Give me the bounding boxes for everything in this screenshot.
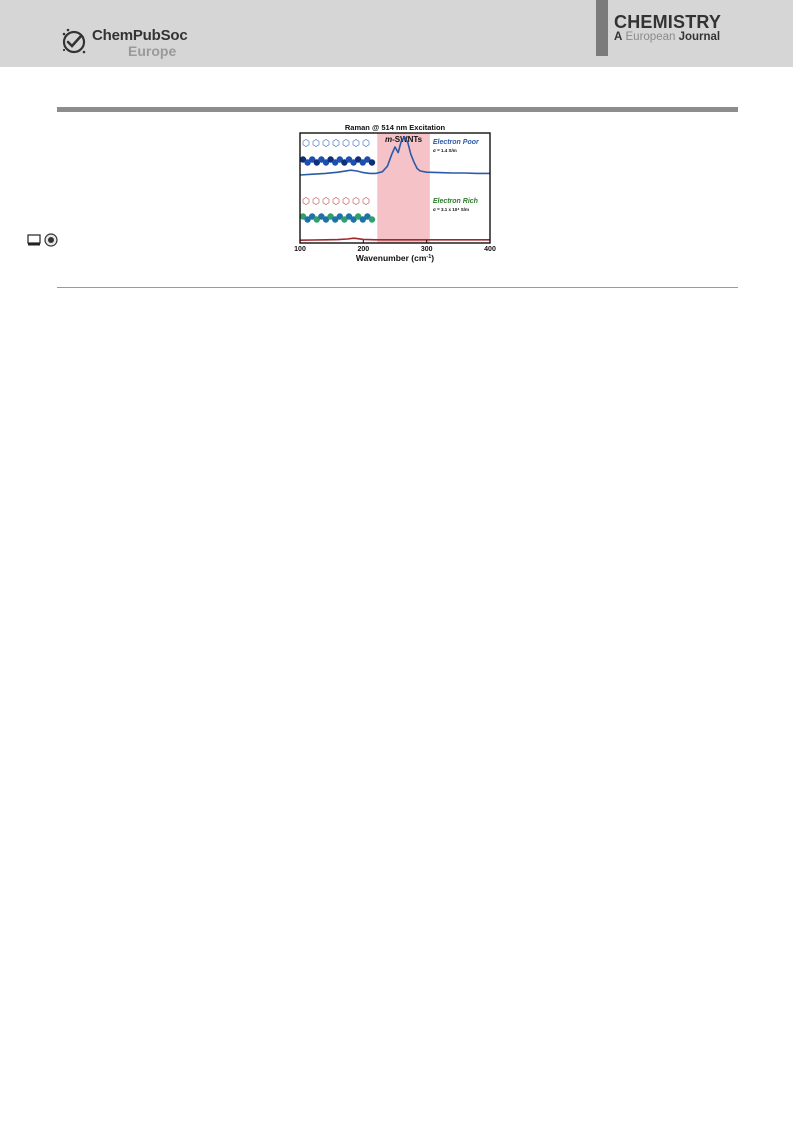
section-top-rule xyxy=(57,107,738,112)
legend-annotation-electron-rich: σ = 3.1 x 10⁴ S/m xyxy=(432,207,470,212)
figure-raman xyxy=(292,120,502,272)
electron-rich-structure xyxy=(303,198,369,205)
electron-poor-model xyxy=(300,156,375,165)
x-tick-label-400: 400 xyxy=(484,246,496,253)
journal-sub-journal: Journal xyxy=(678,31,721,43)
journal-subtitle xyxy=(614,31,720,43)
journal-name: CHEMISTRY xyxy=(614,12,722,32)
raman-chart xyxy=(292,120,502,272)
x-tick-label-200: 200 xyxy=(357,246,370,253)
journal-sub-a: A xyxy=(614,31,623,43)
publisher-sub: Europe xyxy=(128,43,177,59)
highlight-label: m-SWNTs xyxy=(384,135,423,144)
x-axis-label: Wavenumber $(cm^{-1})$ xyxy=(355,253,435,263)
x-tick-label-100: 100 xyxy=(294,246,306,253)
legend-label-electron-poor: Electron Poor xyxy=(432,139,479,146)
journal-sub-european: European xyxy=(625,31,676,43)
electron-rich-model xyxy=(300,213,375,222)
zoom-icon[interactable] xyxy=(44,233,58,247)
download-icon[interactable] xyxy=(27,233,41,247)
journal-accent-bar xyxy=(596,0,608,56)
x-tick-label-300: 300 xyxy=(420,246,433,253)
chempubsoc-logo-icon xyxy=(60,26,90,56)
publisher-logo[interactable] xyxy=(60,24,200,64)
legend-annotation-electron-poor: σ = 1.4 S/m xyxy=(432,148,457,153)
chart-title: Raman @ 514 nm Excitation xyxy=(344,123,446,132)
electron-poor-structure xyxy=(303,140,369,147)
publisher-brand: ChemPubSoc xyxy=(92,27,188,44)
section-bottom-rule xyxy=(57,287,738,288)
highlight-band xyxy=(377,133,430,243)
legend-label-electron-rich: Electron Rich xyxy=(432,198,478,205)
